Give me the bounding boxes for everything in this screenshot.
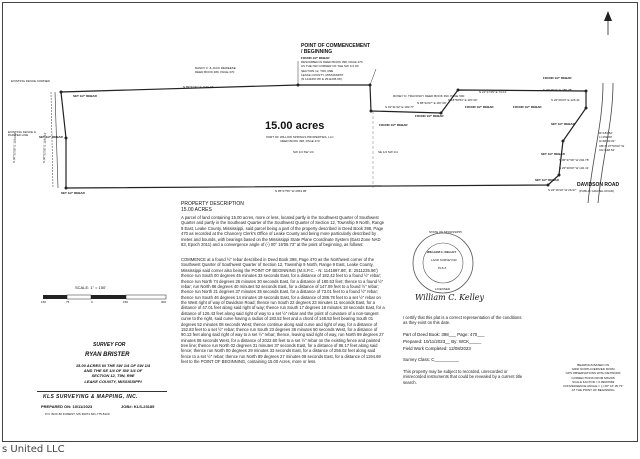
rebar-label: FOUND 1/2" REBAR [415,114,444,118]
acreage-subtitle [255,135,345,143]
bearing-note [563,363,623,392]
pob-detail-line: (N 1141697.86' E 2511235.96') [301,76,343,81]
call-top-right: S 01°31'32" E 180.77' [385,105,415,109]
curve-line: L=152.83' [599,135,613,140]
survey-for-heading: SURVEY FOR [93,342,126,348]
rebar-marker [369,84,372,87]
call-mid3: N 21°17'25" E 73.01' [479,90,507,94]
survey-description-line: LEAKE COUNTY, MISSISSIPPI [84,378,142,384]
scale-label: SCALE: 1" = 150' [75,285,106,290]
call-left-vertical: S 00°32'58" E 1194.64' [12,132,18,164]
seal-text-state: STATE OF MISSISSIPPI [429,230,462,234]
call-bottom: N 85°27'56" W 2053.95' [275,189,307,193]
rebar-marker [60,91,63,94]
road-name: DAVIDSON ROAD [577,182,620,188]
call-mid4: S 46°48'11" E 286.78' [543,88,572,92]
curve-line: CH=148.52' [599,147,615,152]
certification-field: Part of Deed Book: 398___ Page: 470___ [403,332,485,337]
rebar-marker [562,140,565,143]
title-disclaimer: This property may be subject to recorded, unrecorded or misrecorded instruments that could be revealed by a current title search. [403,369,523,385]
firm-prepared: PREPARED ON: 10/11/2023 [41,404,93,409]
watermark-footer: s United LLC [2,444,65,455]
call-mid2: N 18°58'53" E 187.09' [448,98,478,102]
acreage-subtitle-line: DEED BOOK 398, PAGE 470 [280,139,320,144]
rebar-label: SET 1/2" REBAR [535,178,559,182]
pob-detail-line: LEAKE COUNTY, MISSISSIPPI [301,72,344,77]
certification-field: Field Work Completed: 12/08/2023 [403,346,471,351]
surveyor-seal-icon [411,231,475,295]
certification-statement: I certify that this plat is a correct representation of the conditions as they exist on this date. [403,315,522,326]
pob-heading [301,43,370,55]
firm-divider [37,391,167,392]
acreage-subtitle-line: PART OF WILLOW SPRINGS PROPERTIES, LLC [266,135,334,139]
survey-client: RYAN BRISTER [85,352,130,358]
left-note-fence-corner: EXISTING FENCE CORNER [11,79,50,83]
pob-heading-line: POINT OF COMMENCEMENT [301,43,370,49]
bearing-note-line: AT THE POINT OF BEGINNING [571,388,615,393]
curve-line: CB=S 07°53'04" W [599,143,625,148]
left-fence-line-2 [51,92,53,188]
bearing-note-line: GRID NORTH DERIVED FROM [571,367,615,372]
seal-text-licensed: LICENSED [435,287,451,291]
rebar-marker [297,84,300,87]
rebar-label: FOUND 1/2" REBAR [543,76,572,80]
rebar-marker [585,107,588,110]
call-right1: S 45°37'39" W 202.78' [559,158,589,162]
rebar-label: SET 1/2" REBAR [541,152,565,156]
rebar-marker [585,90,588,93]
area-label-sw: SW 1/4 SW 1/4 [293,150,314,154]
road-type: (PUBLIC GRAVEL ROAD) [579,189,615,193]
scale-bar [41,293,171,303]
bearing-note-line: CONVERGENCE ANGLE = (-) 00° 16' 05.73" [563,383,624,388]
adjoiner-owner [195,66,236,74]
seal-text-name: WILLIAM C. KELLEY [427,250,457,254]
certification-field: Prepared: 10/11/2023__ By: WCK_____ [403,339,482,344]
scale-tick: 300 [161,300,167,304]
north-arrow-icon [604,11,612,35]
pob-detail-line: DESCRIBED IN DEED BOOK 398, PAGE 470 [301,60,363,65]
bearing-note-line: CORRECTIONS FROM MSVRS [571,375,615,380]
call-mid1: N 85°42'07" E 187.09' [417,101,447,105]
rebar-label: SET 1/2" REBAR [551,122,575,126]
certification-fields [403,332,485,362]
seal-text-role: LAND SURVEYOR [431,258,457,262]
pob-line-2 [370,69,376,85]
rebar-label: SET 1/2" REBAR [61,191,85,195]
description-heading [181,201,244,213]
survey-description-line: 15.00 ACRES IN THE SW 1/4 OF SW 1/4 [75,363,151,368]
firm-address: P.O. BOX 80 FOREST, MS 39074 601-775-8120 [45,412,110,416]
scale-tick: 0 [91,300,93,304]
bearing-note-line: SCALE FACTOR = 0.99997983 [572,379,615,384]
rebar-label: SET 1/2" REBAR [73,94,97,98]
certification-field: Survey Class: C__________ [403,357,459,362]
rebar-label: FOUND 1/2" REBAR [465,105,494,109]
survey-description-line: SECTION 12, T9N, R9E [91,373,135,379]
pob-details [301,56,362,81]
scale-tick: 75 [66,300,70,304]
description-paragraph-2: COMMENCE at a found ½" rebar described in Deed Book 398, Page 470 as the Northwest corner of the Southwest Quarter of Southwest Quarter of Section 12, Township 9 North, Range 9 East, Leake County, Mississippi said corner also being the POINT OF BEGINNING (M.S.P.C. - N: 1141697.86', E: 2511235.96') thence run South 00 degrees 45 minutes 33 seconds East, for a distance of 182.42 feet to a found ½" rebar; thence run North 74 degrees 26 minutes 30 seconds East, for a distance of 180.53 feet; thence to a found ½" rebar; run North 86 degrees 40 minutes 52 seconds East, for a distance of 147.09 feet to a found ½" rebar; thence run North 21 degrees 37 minutes 35 seconds East, for a distance of 73.01 feet to a found ½" rebar; thence run South 46 degrees 14 minutes 19 seconds East, for a distance of 286.78 feet to a set ½" rebar on the West right of way of Davidson Road; thence run South 22 degrees 23 minutes 11 seconds East, for a distance of 47.01 feet along said right of way; thence run South 17 degrees 18 minutes 18 seconds East, for a distance of 126.43 feet along said right of way to a set ½" rebar and the point of curvature of a non-tangent curve to the right, said curve having a radius of 183.52 feet and a chord of 148.53 feet bearing South 01 degrees 52 minutes 08 seconds West; thence continue along said curve and right of way, for a distance of 152.83 feet to a set ½" rebar; thence run South 23 degrees 36 minutes 50 seconds West, for a distance of 90.13 feet along said right of way to a set ½" rebar; thence, leaving said right of way, run North 89 degrees 27 minutes 08 seconds West, for a distance of 2022.60 feet to a set ½" rebar on the existing fence and painted tree line; thence run North 02 degrees 31 minutes 37 seconds East, for a distance of 86.17 feet along said fence; thence run North 00 degrees 29 minutes 33 seconds East, for a distance of 256.02 feet along said fence to a set ½" rebar; thence run North 89 degrees 27 minutes 08 seconds East, for a distance of 1194.69 feet to the POINT OF BEGINNING, containing 15.00 Acres, more or less. [181,257,385,365]
rebar-label: FOUND 1/2" REBAR [379,123,408,127]
rebar-marker [547,184,550,187]
rebar-marker [65,187,68,190]
firm-job: JOB#: KLS-23185 [121,404,155,409]
curve-line: Δ=48°21'01" [599,139,616,144]
description-heading-line: PROPERTY DESCRIPTION [181,201,244,207]
adjoiner-line: DEED BOOK 380, PAGE 470 [195,70,235,75]
curve-line: R=183.52' [599,131,613,135]
left-note-fence-line: EXISTING FENCE & PAINTED LINE [8,130,36,138]
description-paragraph-1: A parcel of land containing 15.00 acres, more or less, located partly in the Southwest Quarter of Southwest Quarter and partly in the Southeast Quarter of the Southwest Quarter of Section 12, Township 9 North, Range 9 East, Leake County, Mississippi, said parcel being a part of the property described in Deed Book 398, Page 470 as recorded at the Chancery Clerk's Office of Leake County and being more particularly described by metes and bounds, with bearings based on the Mississippi State Plane Coordinate System (East Zone NAD 83, Epoch 2011) and a convergence angle of (-) 00° 16'05.73" at the point of beginning, as follows: [181,215,385,247]
seal-text-pls: PLS # [438,266,447,270]
pob-detail-line: SECTION 12, T9N, R9E [301,68,334,73]
rebar-marker [65,137,68,140]
rebar-marker [370,110,373,113]
scale-tick: 150 [41,300,47,304]
curve-data [599,131,624,152]
call-right3: S 22°19'40" W 26.97' [548,188,577,192]
acreage-title: 15.00 acres [265,120,325,132]
rebar-marker [457,89,460,92]
adjoiner-right: ROSEY D. TRAVOSKY DEED BOOK 390, PAGE 500 [393,94,465,98]
survey-description [53,363,173,384]
bearing-note-line: GPS OBSERVATIONS WITH NETWORK [565,371,621,376]
survey-description-line: AND THE SE 1/4 OF SW 1/4 OF [83,368,143,374]
pob-detail-line: AS THE NW CORNER OF THE SW 1/4 OF [301,64,359,69]
rebar-marker [558,174,561,177]
surveyor-signature: William C. Kelley [415,293,485,302]
left-fence-line [55,92,58,188]
rebar-label: FOUND 1/2" REBAR [513,105,542,109]
pob-heading-line: / BEGINNING [301,49,333,56]
adjoiner-line: RANDY F. & JACK DEWEESE [195,66,236,70]
area-label-se: SE 1/4 SW 1/4 [378,150,398,154]
description-heading-line: 15.00 ACRES [181,207,212,214]
bearing-note-line: BEARINGS BASED ON [577,363,610,367]
call-mid5: S 22°29'23" E 126.41' [551,98,581,102]
rebar-label: SET 1/2" REBAR [39,135,63,139]
pob-detail-line: FOUND 1/2" REBAR [301,56,330,60]
call-left-vertical-2: S 00°32'58" E 1194.64' [42,132,48,164]
survey-plat-sheet [2,2,638,442]
scale-tick: 150 [123,300,129,304]
firm-name: KLS SURVEYING & MAPPING, INC. [43,394,138,400]
call-top-left: N 89°32'41" E 1169.97' [183,85,214,89]
call-right2: S 23°30'00" W 102.41' [559,166,589,170]
